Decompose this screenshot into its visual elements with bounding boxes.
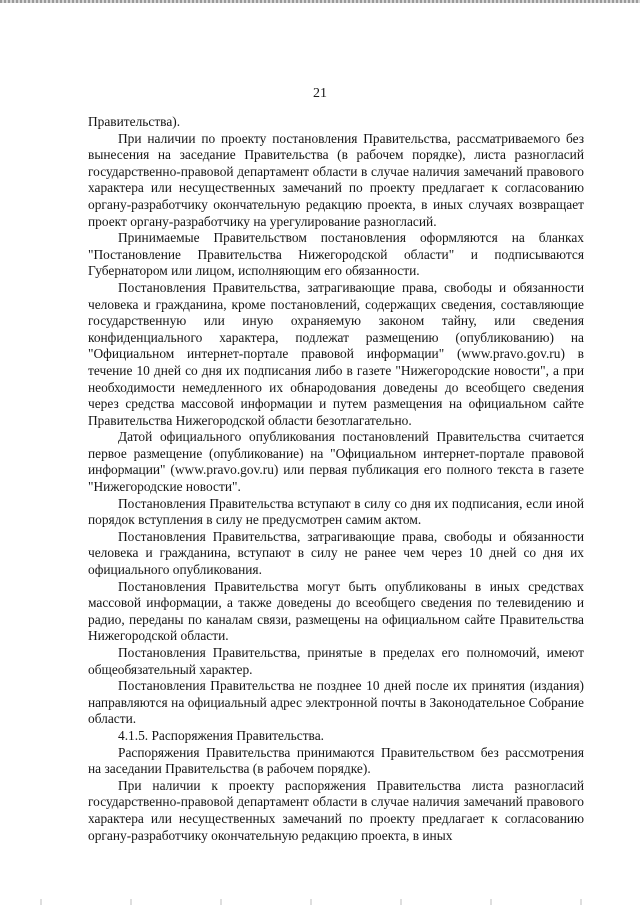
paragraph: Постановления Правительства, затрагивающие права, свободы и обязанности человека и гражданина, кроме постановлений, содержащих сведения, составляющие государственную или иную охраняемую законом тайну, или сведения конфиденциального характера, подлежат размещению (опубликованию) на "Официальном интернет-портале правовой информации" (www.pravo.gov.ru) в течение 10 дней со дня их подписания либо в газете "Нижегородские новости", а при необходимости немедленного их обнародования доведены до всеобщего сведения через средства массовой информации и путем размещения на официальном сайте Правительства Нижегородской области безотлагательно. xyxy=(88,279,584,428)
paragraph: Принимаемые Правительством постановления оформляются на бланках "Постановление Правительства Нижегородской области" и подписываются Губернатором или лицом, исполняющим его обязанности. xyxy=(88,230,584,279)
paragraph: Датой официального опубликования постановлений Правительства считается первое размещение (опубликование) на "Официальном интернет-портале правовой информации" (www.pravo.gov.ru) или первая публикация его полного текста в газете "Нижегородские новости". xyxy=(88,429,584,495)
paragraph: Постановления Правительства вступают в силу со дня их подписания, если иной порядок вступления в силу не предусмотрен самим актом. xyxy=(88,495,584,528)
paragraph-continuation: Правительства). xyxy=(88,114,181,129)
paragraph: Постановления Правительства, затрагивающие права, свободы и обязанности человека и гражданина, вступают в силу не ранее чем через 10 дней со дня их официального опубликования. xyxy=(88,528,584,578)
paragraph: Постановления Правительства могут быть опубликованы в иных средствах массовой информации, а также доведены до всеобщего сведения по телевидению и радио, переданы по каналам связи, размещены на официальном сайте Правительства Нижегородской области. xyxy=(88,578,584,644)
paragraph: При наличии к проекту распоряжения Правительства листа разногласий государственно-правовой департамент области в случае наличия замечаний правового характера или несущественных замечаний по проекту предлагает к согласованию органу-разработчику окончательную редакцию проекта, в иных xyxy=(88,777,584,843)
paragraph: Постановления Правительства, принятые в пределах его полномочий, имеют общеобязательный характер. xyxy=(88,645,584,677)
document-body xyxy=(88,114,584,844)
paragraph: Постановления Правительства не позднее 10 дней после их принятия (издания) направляются на официальный адрес электронной почты в Законодательное Собрание области. xyxy=(88,678,584,727)
scan-top-edge xyxy=(0,0,640,3)
paragraph: Распоряжения Правительства принимаются Правительством без рассмотрения на заседании Правительства (в рабочем порядке). xyxy=(88,744,584,777)
scan-bottom-edge xyxy=(0,899,640,905)
section-heading: 4.1.5. Распоряжения Правительства. xyxy=(118,727,324,743)
paragraph: При наличии по проекту постановления Правительства, рассматриваемого без вынесения на заседание Правительства (в рабочем порядке), листа разногласий государственно-правовой департамент области в случае наличия замечаний правового характера или несущественных замечаний по проекту предлагает к согласованию органу-разработчику окончательную редакцию проекта, в иных случаях возвращает проект органу-разработчику на урегулирование разногласий. xyxy=(88,130,584,229)
page-number: 21 xyxy=(313,86,327,101)
